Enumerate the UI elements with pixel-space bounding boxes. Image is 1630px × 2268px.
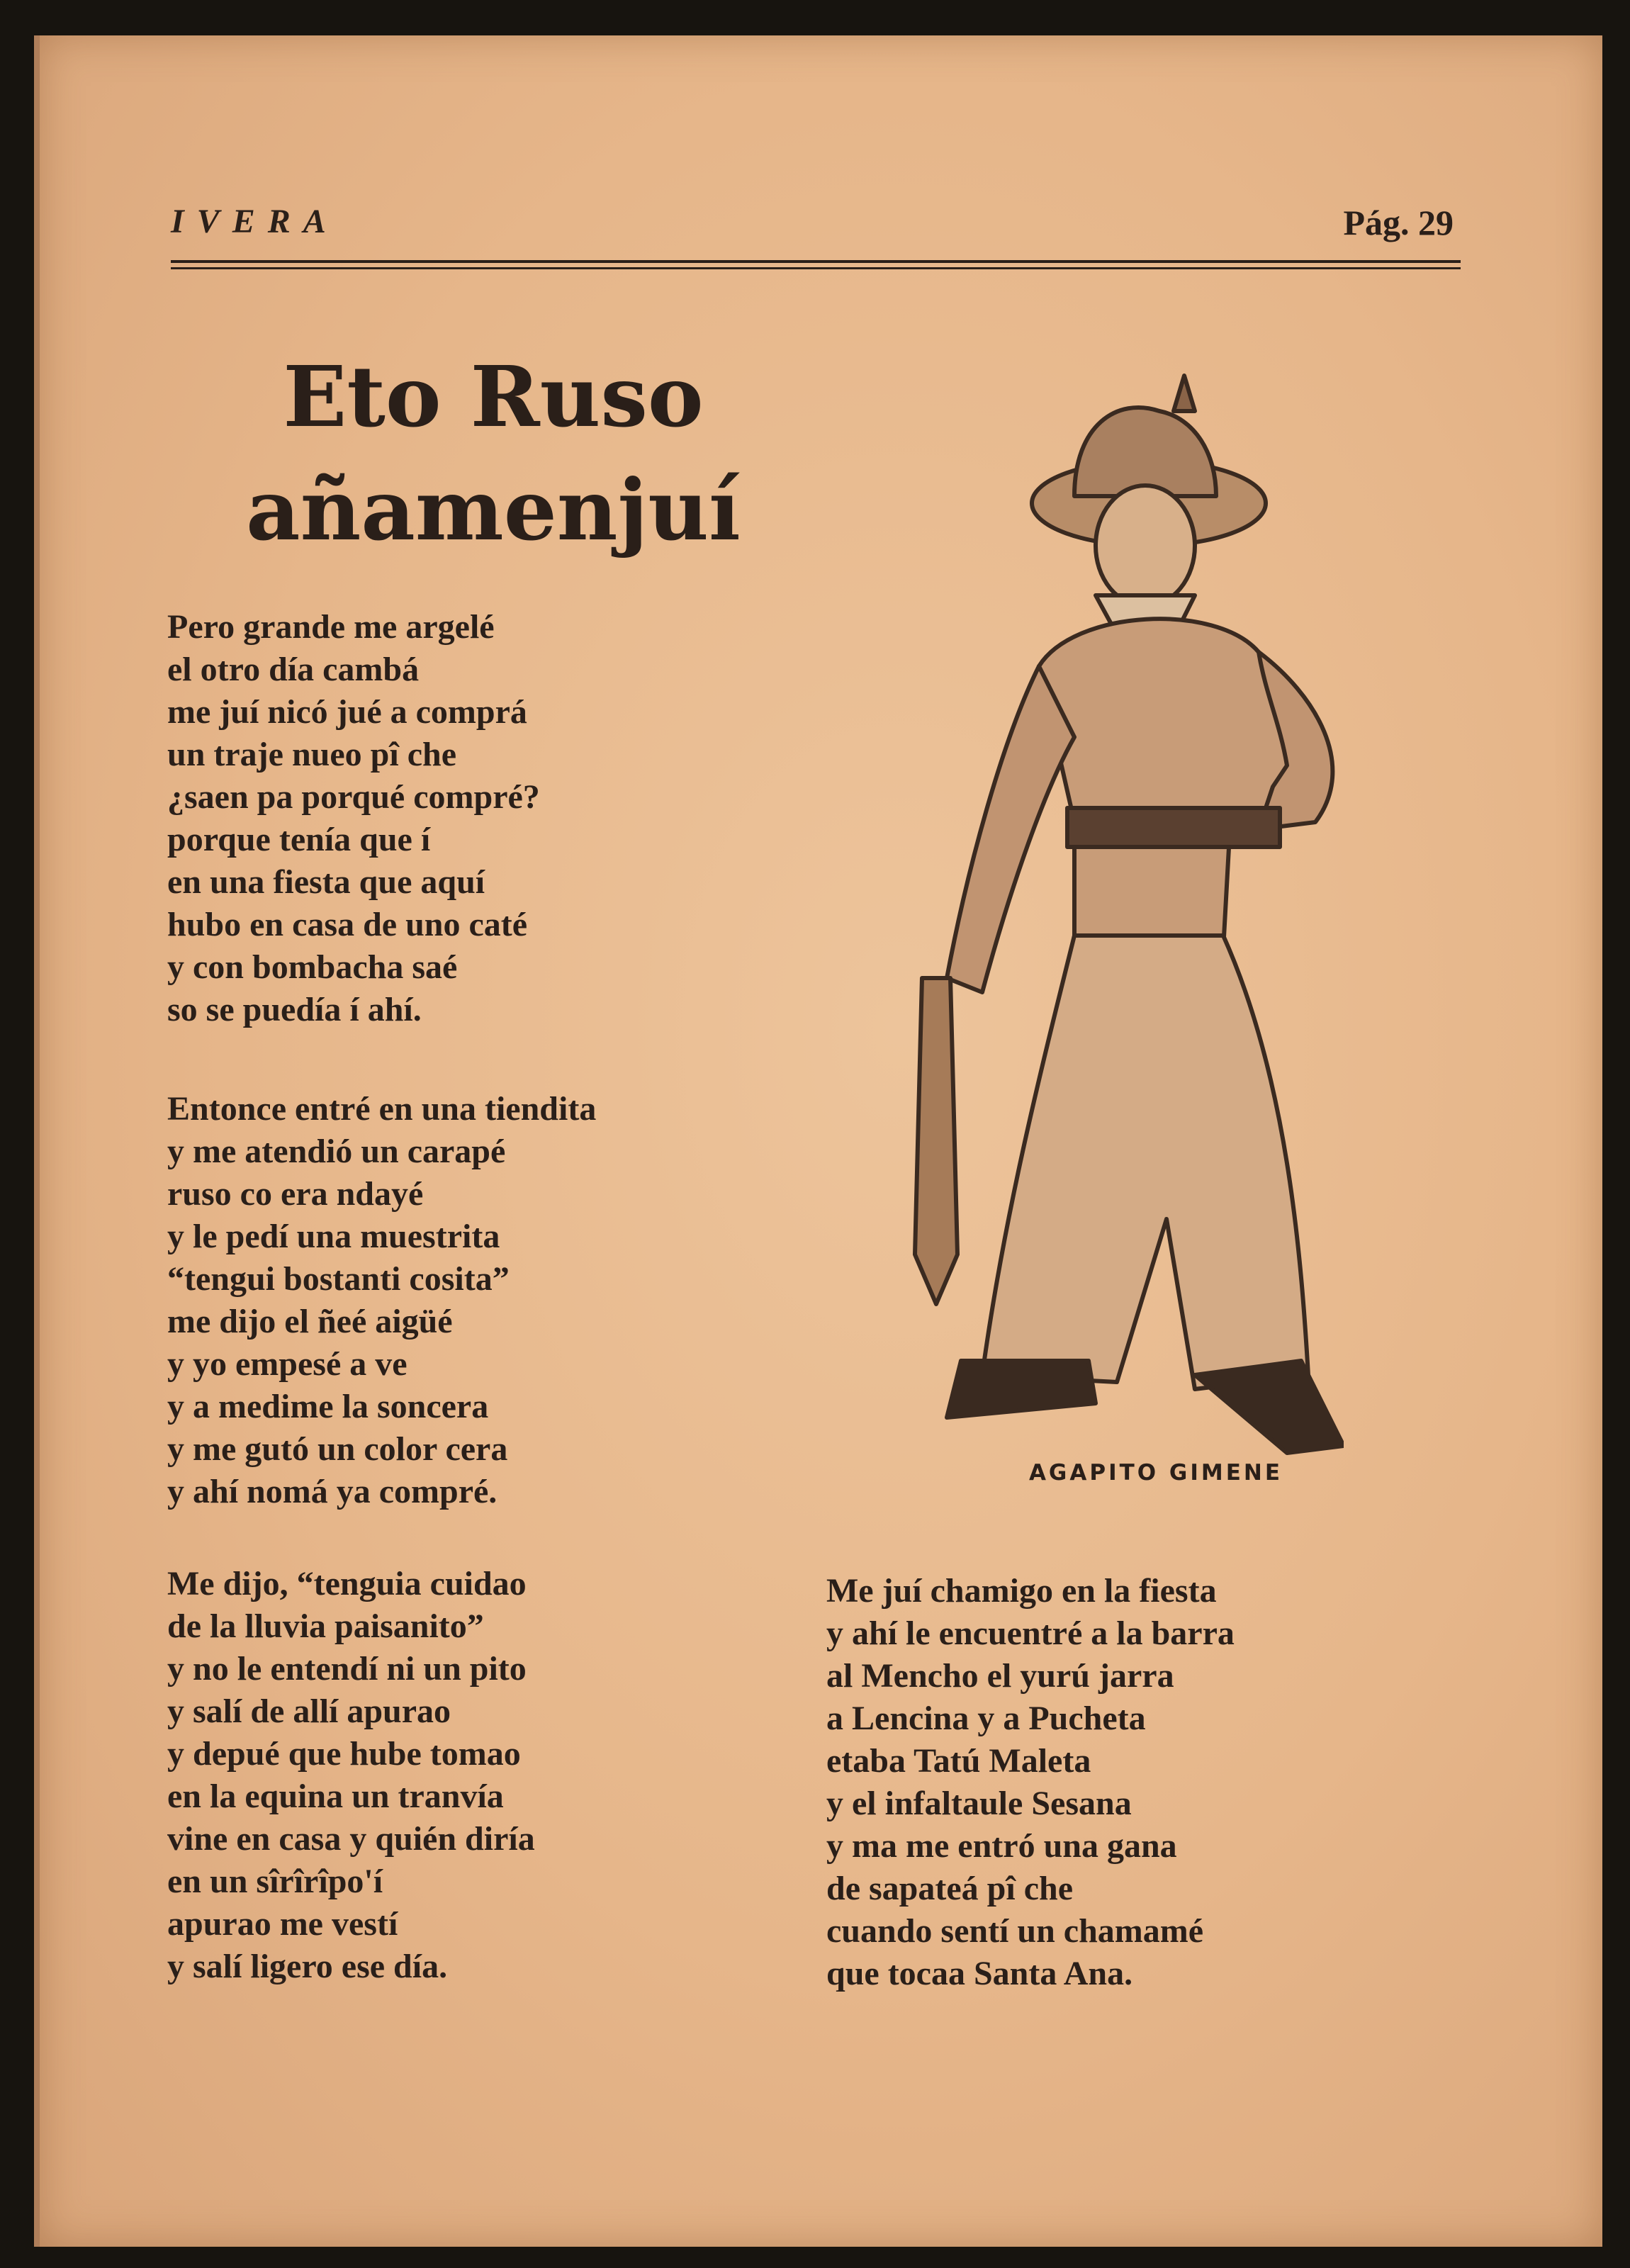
verse-line: y depué que hube tomao: [167, 1735, 521, 1773]
stanza-2: [167, 1088, 596, 1513]
verse-line: a Lencina y a Pucheta: [826, 1700, 1146, 1737]
verse-line: y ma me entró una gana: [826, 1827, 1177, 1865]
verse-line: Me juí chamigo en la fiesta: [826, 1572, 1217, 1610]
verse-line: me dijo el ñeé aigüé: [167, 1303, 453, 1340]
verse-line: en un sîrîrîpo'í: [167, 1863, 383, 1900]
verse-line: y no le entendí ni un pito: [167, 1650, 527, 1688]
verse-line: ruso co era ndayé: [167, 1175, 424, 1213]
header-rule: [171, 260, 1461, 263]
verse-line: cuando sentí un chamamé: [826, 1912, 1204, 1950]
title-line-2: añamenjuí: [246, 461, 741, 559]
verse-line: y salí ligero ese día.: [167, 1948, 448, 1985]
page-header: [171, 181, 1461, 259]
verse-line: y le pedí una muestrita: [167, 1218, 500, 1255]
verse-line: un traje nueo pî che: [167, 736, 456, 773]
header-rule-double: [171, 267, 1461, 269]
verse-line: de la lluvia paisanito”: [167, 1607, 484, 1645]
magazine-title: IVERA: [171, 203, 339, 240]
magazine-page: [34, 35, 1602, 2247]
verse-line: Entonce entré en una tiendita: [167, 1090, 597, 1128]
verse-line: me juí nicó jué a comprá: [167, 693, 527, 731]
verse-line: porque tenía que í: [167, 821, 431, 858]
verse-line: Pero grande me argelé: [167, 608, 495, 646]
verse-line: y me atendió un carapé: [167, 1133, 506, 1170]
verse-line: vine en casa y quién diría: [167, 1820, 535, 1858]
verse-line: ¿saen pa porqué compré?: [167, 778, 540, 816]
verse-line: y el infaltaule Sesana: [826, 1785, 1132, 1822]
verse-line: que tocaa Santa Ana.: [826, 1955, 1133, 1992]
verse-line: y salí de allí apurao: [167, 1692, 451, 1730]
verse-line: el otro día cambá: [167, 651, 420, 688]
gaucho-illustration: [862, 369, 1344, 1460]
verse-line: y ahí le encuentré a la barra: [826, 1615, 1235, 1652]
verse-line: y ahí nomá ya compré.: [167, 1473, 498, 1510]
verse-line: en una fiesta que aquí: [167, 863, 485, 901]
verse-line: de sapateá pî che: [826, 1870, 1073, 1907]
stanza-1: [167, 606, 540, 1031]
stanza-4: [826, 1570, 1235, 1995]
stanza-3: [167, 1563, 535, 1988]
verse-line: y yo empesé a ve: [167, 1345, 408, 1383]
verse-line: al Mencho el yurú jarra: [826, 1657, 1174, 1695]
verse-line: y con bombacha saé: [167, 948, 458, 986]
verse-line: y a medime la soncera: [167, 1388, 489, 1425]
verse-line: so se puedía í ahí.: [167, 991, 422, 1028]
illustration-caption: AGAPITO GIMENE: [1028, 1460, 1283, 1486]
verse-line: y me gutó un color cera: [167, 1430, 508, 1468]
verse-line: “tengui bostanti cosita”: [167, 1260, 510, 1298]
article-title: [174, 340, 812, 567]
title-line-1: Eto Ruso: [283, 347, 704, 446]
verse-line: en la equina un tranvía: [167, 1778, 504, 1815]
verse-line: etaba Tatú Maleta: [826, 1742, 1091, 1780]
page-number: Pág. 29: [1343, 203, 1454, 242]
verse-line: apurao me vestí: [167, 1905, 398, 1943]
verse-line: Me dijo, “tenguia cuidao: [167, 1565, 527, 1602]
verse-line: hubo en casa de uno caté: [167, 906, 528, 943]
